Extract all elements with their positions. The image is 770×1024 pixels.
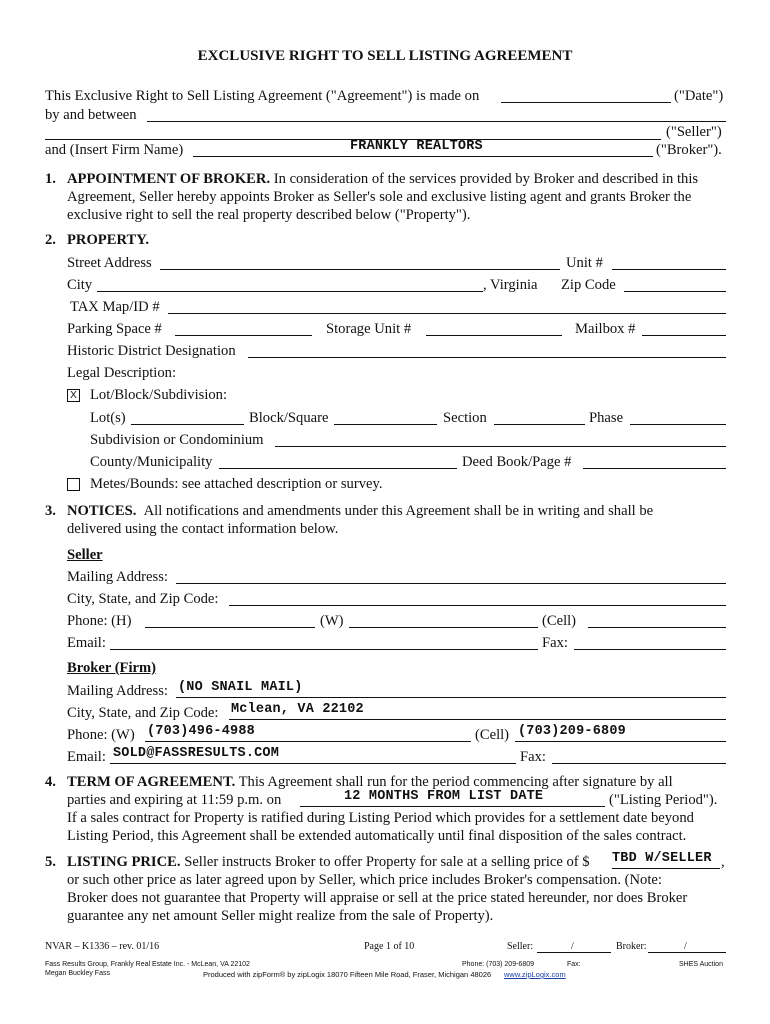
block-label: Block/Square	[249, 410, 329, 426]
zip-field[interactable]	[624, 276, 726, 292]
deed-field[interactable]	[583, 453, 726, 469]
legal-label: Legal Description:	[67, 365, 177, 381]
seller-suffix: ("Seller")	[666, 124, 722, 140]
s4-heading: TERM OF AGREEMENT.	[67, 774, 236, 790]
phase-label: Phase	[589, 410, 624, 426]
seller-mailing-label: Mailing Address:	[67, 569, 168, 585]
footer-fax: Fax:	[567, 961, 581, 968]
seller-city-label: City, State, and Zip Code:	[67, 591, 219, 607]
seller-email-field[interactable]	[110, 634, 538, 650]
tax-field[interactable]	[168, 298, 726, 314]
s5-heading: LISTING PRICE.	[67, 854, 181, 870]
s3-number: 3.	[45, 503, 56, 519]
seller-fax-field[interactable]	[574, 634, 726, 650]
seller-city-field[interactable]	[229, 590, 726, 606]
agent-name: Megan Buckley Fass	[45, 970, 110, 977]
lots-field[interactable]	[131, 409, 244, 425]
s5-text3: Broker does not guarantee that Property will appraise or sell at the price stated hereunder, nor does Broker	[67, 890, 688, 906]
broker-phone-w-value: (703)496-4988	[147, 724, 255, 739]
seller-name-field-2[interactable]	[45, 124, 661, 140]
broker-heading: Broker (Firm)	[67, 660, 157, 676]
city-label: City	[67, 277, 93, 293]
ziplogix-link[interactable]: www.zipLogix.com	[504, 970, 566, 979]
street-field[interactable]	[160, 254, 560, 270]
price-value: TBD W/SELLER	[612, 851, 712, 866]
s4-text3: If a sales contract for Property is ratified during Listing Period which provides for a settlement date beyond	[67, 810, 694, 826]
street-label: Street Address	[67, 255, 152, 271]
seller-email-label: Email:	[67, 635, 106, 651]
s5-text4: guarantee any net amount Seller might realize from the sale of Property).	[67, 908, 494, 924]
page-number: Page 1 of 10	[364, 941, 415, 952]
firm-name-label: and (Insert Firm Name)	[45, 142, 184, 158]
subdivision-field[interactable]	[275, 431, 726, 447]
broker-fax-field[interactable]	[552, 748, 726, 764]
broker-mailing-label: Mailing Address:	[67, 683, 168, 699]
broker-initials-label: Broker:	[616, 941, 647, 952]
broker-city-label: City, State, and Zip Code:	[67, 705, 219, 721]
s5-text1-end: ,	[721, 854, 725, 870]
deed-label: Deed Book/Page #	[462, 454, 572, 470]
s5-text2: or such other price as later agreed upon by Seller, which price includes Broker's compensation. (Note:	[67, 872, 662, 888]
broker-fax-label: Fax:	[520, 749, 546, 765]
s4-text2a: parties and expiring at 11:59 p.m. on	[67, 792, 282, 808]
lot-block-label: Lot/Block/Subdivision:	[90, 387, 228, 403]
seller-phone-h-label: Phone: (H)	[67, 613, 132, 629]
seller-cell-label: (Cell)	[542, 613, 577, 629]
seller-initials-slash: /	[571, 941, 574, 952]
broker-cell-label: (Cell)	[475, 727, 510, 743]
form-id: NVAR – K1336 – rev. 01/16	[45, 941, 160, 952]
county-field[interactable]	[219, 453, 457, 469]
lot-block-checkbox[interactable]: X	[67, 389, 80, 402]
s5-number: 5.	[45, 854, 56, 870]
date-suffix: ("Date")	[674, 88, 724, 104]
s1-number: 1.	[45, 171, 56, 187]
s2-heading: PROPERTY.	[67, 232, 150, 248]
historic-label: Historic District Designation	[67, 343, 236, 359]
seller-fax-label: Fax:	[542, 635, 568, 651]
city-field[interactable]	[97, 276, 483, 292]
seller-phone-w-field[interactable]	[349, 612, 538, 628]
s5-text1: Seller instructs Broker to offer Property for sale at a selling price of $	[184, 854, 590, 870]
term-value: 12 MONTHS FROM LIST DATE	[344, 789, 544, 804]
broker-city-value: Mclean, VA 22102	[231, 702, 364, 717]
metes-checkbox[interactable]	[67, 478, 80, 491]
section-field[interactable]	[494, 409, 585, 425]
mailbox-label: Mailbox #	[575, 321, 636, 337]
tax-label: TAX Map/ID #	[70, 299, 160, 315]
broker-mailing-value: (NO SNAIL MAIL)	[178, 680, 303, 695]
footer-auction: SHES Auction	[679, 961, 723, 968]
parking-label: Parking Space #	[67, 321, 162, 337]
s3-heading: NOTICES.	[67, 503, 137, 519]
s4-text1: This Agreement shall run for the period commencing after signature by all	[238, 774, 673, 790]
parking-field[interactable]	[175, 320, 312, 336]
broker-phone-w-label: Phone: (W)	[67, 727, 135, 743]
storage-label: Storage Unit #	[326, 321, 412, 337]
s3-text1: All notifications and amendments under this Agreement shall be in writing and shall be	[143, 503, 654, 519]
virginia-label: , Virginia	[483, 277, 538, 293]
broker-initials-field[interactable]	[648, 940, 726, 953]
s1-text1: In consideration of the services provided by Broker and described in this	[273, 171, 699, 187]
historic-field[interactable]	[248, 342, 726, 358]
broker-cell-value: (703)209-6809	[518, 724, 626, 739]
seller-phone-h-field[interactable]	[145, 612, 315, 628]
broker-email-value: SOLD@FASSRESULTS.COM	[113, 746, 280, 761]
s1-text3: exclusive right to sell the real property described below ("Property").	[67, 207, 471, 223]
block-field[interactable]	[334, 409, 437, 425]
broker-initials-slash: /	[684, 941, 687, 952]
s3-text2: delivered using the contact information below.	[67, 521, 339, 537]
seller-heading: Seller	[67, 547, 103, 563]
date-field[interactable]	[501, 87, 671, 103]
intro-line1: This Exclusive Right to Sell Listing Agreement ("Agreement") is made on	[45, 88, 480, 104]
storage-field[interactable]	[426, 320, 562, 336]
seller-phone-w-label: (W)	[320, 613, 344, 629]
seller-initials-label: Seller:	[507, 941, 534, 952]
seller-mailing-field[interactable]	[176, 568, 726, 584]
unit-label: Unit #	[566, 255, 603, 271]
s3-line1	[67, 502, 726, 520]
lots-label: Lot(s)	[90, 410, 126, 426]
s4-number: 4.	[45, 774, 56, 790]
county-label: County/Municipality	[90, 454, 213, 470]
firm-name-value: FRANKLY REALTORS	[350, 139, 483, 154]
s1-heading: APPOINTMENT OF BROKER.	[67, 171, 271, 187]
seller-name-field-1[interactable]	[147, 106, 726, 122]
firm-line: Fass Results Group, Frankly Real Estate Inc. - McLean, VA 22102	[45, 961, 250, 968]
document-title: EXCLUSIVE RIGHT TO SELL LISTING AGREEMENT	[197, 48, 573, 64]
produced-by: Produced with zipForm® by zipLogix 18070 Fifteen Mile Road, Fraser, Michigan 48026	[203, 970, 492, 979]
mailbox-field[interactable]	[642, 320, 726, 336]
zip-label: Zip Code	[561, 277, 616, 293]
subdivision-label: Subdivision or Condominium	[90, 432, 264, 448]
by-between-label: by and between	[45, 107, 137, 123]
broker-email-label: Email:	[67, 749, 106, 765]
s1-text2: Agreement, Seller hereby appoints Broker as Seller's sole and exclusive listing agent and grants Broker the	[67, 189, 692, 205]
section-label: Section	[443, 410, 487, 426]
s4-text2b: ("Listing Period").	[609, 792, 718, 808]
seller-initials-field[interactable]	[537, 940, 611, 953]
metes-label: Metes/Bounds: see attached description or survey.	[90, 476, 383, 492]
s5-line1	[67, 853, 590, 871]
s4-text4: Listing Period, this Agreement shall be extended automatically until final disposition of the sales contract.	[67, 828, 687, 844]
broker-suffix: ("Broker").	[656, 142, 722, 158]
s1-line1	[67, 170, 698, 188]
s2-number: 2.	[45, 232, 56, 248]
phase-field[interactable]	[630, 409, 726, 425]
footer-phone: Phone: (703) 209-6809	[462, 961, 534, 968]
seller-cell-field[interactable]	[588, 612, 726, 628]
unit-field[interactable]	[612, 254, 726, 270]
